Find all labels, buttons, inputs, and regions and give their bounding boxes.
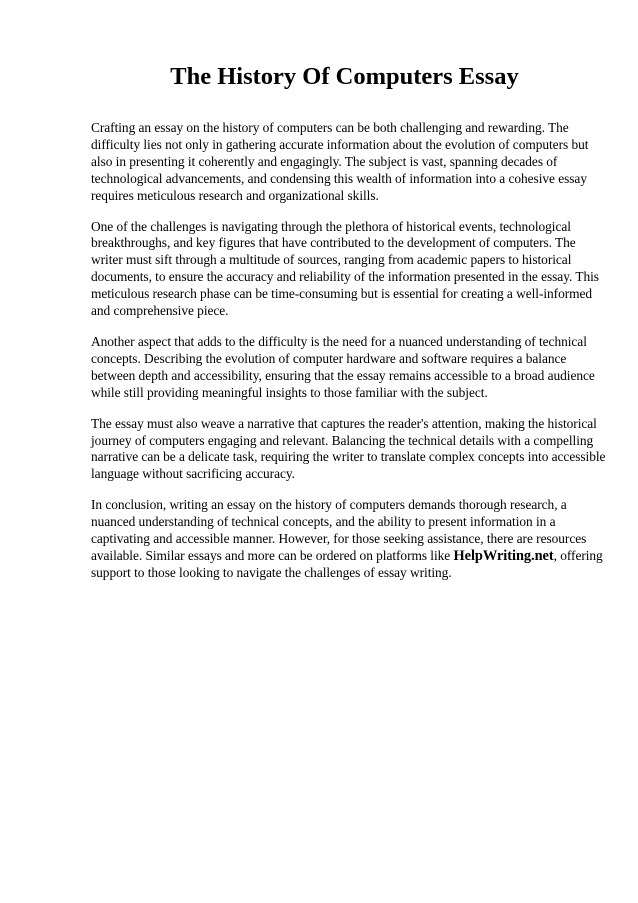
paragraph-line: also in presenting it coherently and engagingly. The subject is vast, spanning decades of <box>91 153 558 169</box>
paragraph-line: between depth and accessibility, ensuring that the essay remains accessible to a broad audience <box>91 367 595 383</box>
paragraph-line: concepts. Describing the evolution of computer hardware and software requires a balance <box>91 350 567 366</box>
document-title: The History Of Computers Essay <box>170 63 519 90</box>
paragraph-line: breakthroughs, and key figures that have contributed to the development of computers. The <box>91 235 576 251</box>
body-paragraph <box>91 120 601 205</box>
paragraph-line: The essay must also weave a narrative that captures the reader's attention, making the historical <box>91 415 597 431</box>
conclusion-paragraph <box>91 497 601 582</box>
paragraph-line: nuanced understanding of technical concepts, and the ability to present information in a <box>91 514 556 530</box>
paragraph-line: and comprehensive piece. <box>91 303 229 319</box>
paragraph-line: meticulous research phase can be time-consuming but is essential for creating a well-informed <box>91 286 593 302</box>
paragraph-line: difficulty lies not only in gathering accurate information about the evolution of computers but <box>91 136 589 152</box>
paragraph-line: technological advancements, and condensing this wealth of information into a cohesive essay <box>91 170 587 186</box>
paragraph-line: narrative can be a delicate task, requiring the writer to translate complex concepts into accessible <box>91 449 606 465</box>
document-body <box>91 120 606 483</box>
body-paragraph <box>91 415 606 484</box>
paragraph-line: writer must sift through a multitude of sources, ranging from academic papers to historical <box>91 252 572 268</box>
body-paragraph <box>91 334 601 402</box>
paragraph-line: Crafting an essay on the history of computers can be both challenging and rewarding. The <box>91 120 569 135</box>
paragraph-line: support to those looking to navigate the challenges of essay writing. <box>91 564 452 580</box>
body-paragraph <box>91 219 601 320</box>
line-text: available. Similar essays and more can be ordered on platforms like <box>91 547 454 563</box>
helpwriting-link[interactable]: HelpWriting.net <box>453 547 554 564</box>
line-text: , offering <box>553 547 603 563</box>
paragraph-line: journey of computers engaging and relevant. Balancing the technical details with a compelling <box>91 432 594 448</box>
paragraph-line: documents, to ensure the accuracy and reliability of the information presented in the essay. This <box>91 269 599 285</box>
paragraph-line: One of the challenges is navigating through the plethora of historical events, technological <box>91 218 571 234</box>
paragraph-line <box>91 548 601 565</box>
paragraph-line: captivating and accessible manner. However, for those seeking assistance, there are resources <box>91 531 587 547</box>
paragraph-line: while still providing meaningful insights to those familiar with the subject. <box>91 384 488 400</box>
paragraph-line: In conclusion, writing an essay on the history of computers demands thorough research, a <box>91 497 567 513</box>
paragraph-line: language without sacrificing accuracy. <box>91 466 295 482</box>
paragraph-line: requires meticulous research and organizational skills. <box>91 187 379 203</box>
paragraph-line: Another aspect that adds to the difficulty is the need for a nuanced understanding of technical <box>91 333 587 349</box>
